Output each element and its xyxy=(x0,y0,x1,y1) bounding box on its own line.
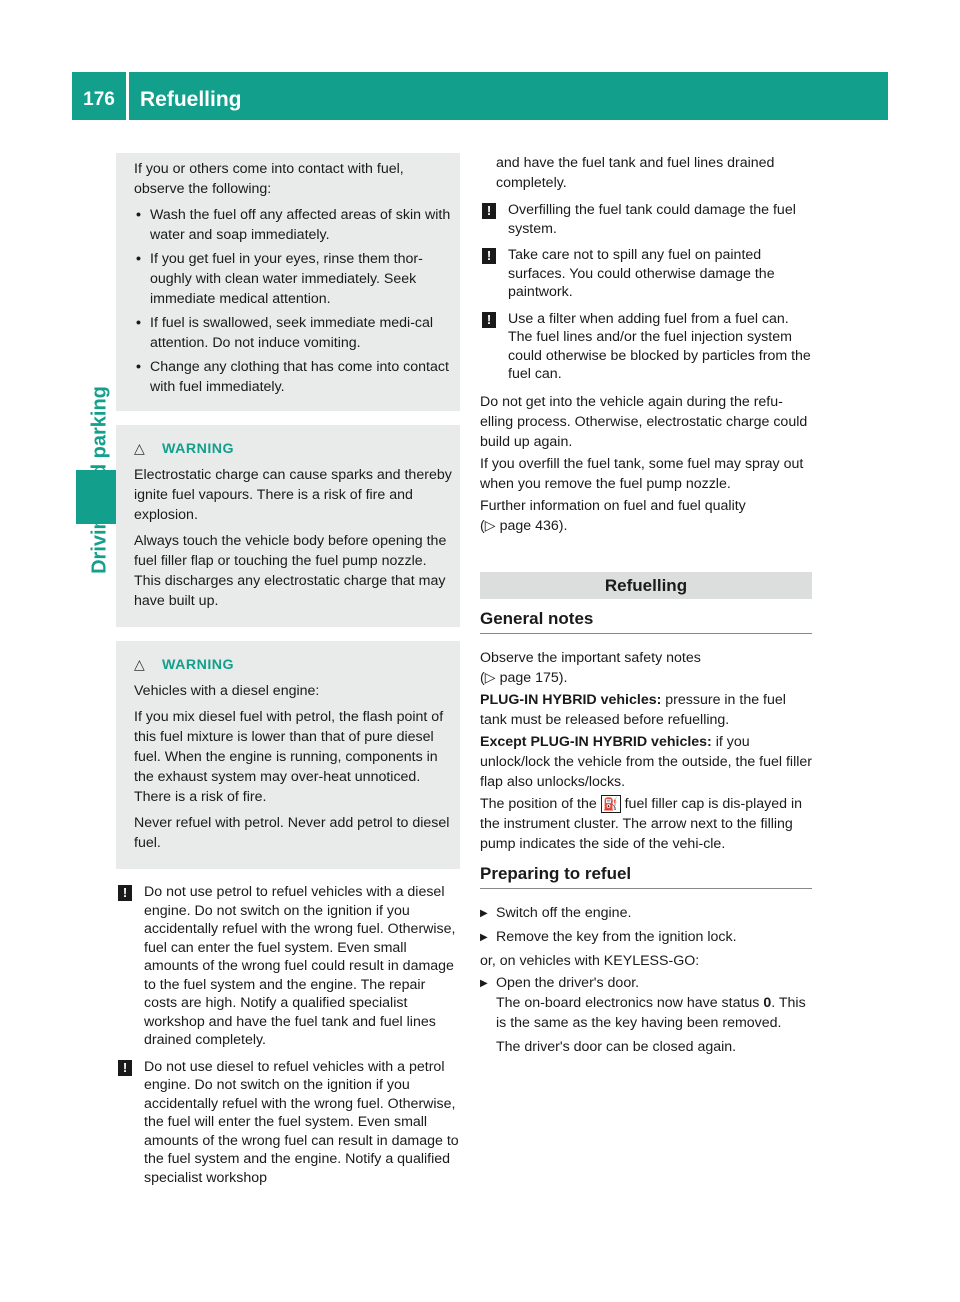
general-notes-heading: General notes xyxy=(480,609,812,634)
paragraph: The position of the ⛽ fuel filler cap is dis-played in the instrument cluster. The arrow next to the filling pump indicates the side of the vehi-cle. xyxy=(480,795,803,852)
header-divider xyxy=(126,72,129,120)
page-number: 176 xyxy=(83,89,115,110)
paragraph: or, on vehicles with KEYLESS-GO: xyxy=(480,952,700,969)
fuel-pump-icon: ⛽ xyxy=(601,795,621,813)
notice-petrol-in-diesel: ! Do not use petrol to refuel vehicles with a diesel engine. Do not switch on the ignition if you accidentally refuel with the wrong fuel. Otherwise, fuel can enter the fuel system. Even small amounts of the wrong fuel could result in damage to the fuel system and the engine. The repair costs are high. Notify a qualified specialist workshop and have the fuel tank and fuel lines drained completely. xyxy=(116,883,460,1050)
paragraph: Do not get into the vehicle again during the refu-elling process. Otherwise, electrostatic charge could build up again. xyxy=(480,393,808,450)
warning-heading: △ WARNING xyxy=(134,657,235,673)
exclamation-icon: ! xyxy=(482,312,496,328)
list-item: • Wash the fuel off any affected areas of skin with water and soap immediately. xyxy=(134,205,452,245)
paragraph: Further information on fuel and fuel quality (▷ page 436). xyxy=(480,497,746,534)
warning-triangle-icon: △ xyxy=(134,441,146,457)
notice-paintwork: ! Take care not to spill any fuel on painted surfaces. You could otherwise damage the paintwork. xyxy=(480,246,812,302)
warning-text: Always touch the vehicle body before opening the fuel filler flap or touching the fuel pump nozzle. This discharges any electrostatic charge that may have built up. xyxy=(134,533,447,609)
right-column xyxy=(480,153,812,1061)
notice-filter: ! Use a filter when adding fuel from a fuel can. The fuel lines and/or the fuel injection system could otherwise be blocked by particles from the fuel can. xyxy=(480,310,812,384)
warning-text: Never refuel with petrol. Never add petrol to diesel fuel. xyxy=(134,815,450,851)
warning-triangle-icon: △ xyxy=(134,657,146,673)
paragraph: PLUG-IN HYBRID vehicles: pressure in the fuel tank must be released before refuelling. xyxy=(480,691,786,728)
side-tab-marker xyxy=(76,470,120,524)
warning-box-diesel xyxy=(116,641,460,869)
section-heading: Refuelling xyxy=(480,572,812,599)
exclamation-icon: ! xyxy=(482,203,496,219)
left-column xyxy=(116,153,460,1195)
warning-text: If you mix diesel fuel with petrol, the flash point of this fuel mixture is lower than that of pure diesel fuel. When the engine is running, components in the exhaust system may over-heat unnoticed. There is a risk of fire. xyxy=(134,709,444,805)
paragraph: If you overfill the fuel tank, some fuel may spray out when you remove the fuel pump nozzle. xyxy=(480,455,804,492)
warning-box-electrostatic xyxy=(116,425,460,627)
warning-text: Electrostatic charge can cause sparks and thereby ignite fuel vapours. There is a risk of fire and explosion. xyxy=(134,467,452,523)
warning-heading: △ WARNING xyxy=(134,441,235,457)
exclamation-icon: ! xyxy=(482,248,496,264)
preparing-heading: Preparing to refuel xyxy=(480,864,812,889)
paragraph: Observe the important safety notes (▷ page 175). xyxy=(480,649,701,686)
page-reference-link[interactable]: (▷ page 175). xyxy=(480,669,568,686)
notice-diesel-in-petrol: ! Do not use diesel to refuel vehicles with a petrol engine. Do not switch on the ignition if you accidentally refuel with the wrong fuel. Otherwise, the fuel will enter the fuel system. Even small amounts of the wrong fuel can result in damage to the fuel system and the engine. Notify a qualified specialist workshop xyxy=(116,1058,460,1188)
step-item: ▶ Switch off the engine. xyxy=(480,903,812,923)
step-item: ▶ Open the driver's door. The on-board electronics now have status 0. This is the same as the key having been removed. The driver's door can be closed again. xyxy=(480,973,812,1057)
list-item: • If you get fuel in your eyes, rinse them thor-oughly with clean water immediately. Seek immediate medical attention. xyxy=(134,249,452,309)
box-intro: If you or others come into contact with fuel, observe the following: xyxy=(134,161,404,197)
list-item: • Change any clothing that has come into contact with fuel immediately. xyxy=(134,357,452,397)
page-reference-link[interactable]: (▷ page 436). xyxy=(480,517,568,534)
exclamation-icon: ! xyxy=(118,1060,132,1076)
notice-overfilling: ! Overfilling the fuel tank could damage the fuel system. xyxy=(480,201,812,238)
exclamation-icon: ! xyxy=(118,885,132,901)
list-item: • If fuel is swallowed, seek immediate medi-cal attention. Do not induce vomiting. xyxy=(134,313,452,353)
step-item: ▶ Remove the key from the ignition lock. xyxy=(480,927,812,947)
warning-text: Vehicles with a diesel engine: xyxy=(134,683,320,699)
page-title: Refuelling xyxy=(140,88,242,111)
notice-continuation: and have the fuel tank and fuel lines drained completely. xyxy=(496,155,775,191)
fuel-contact-box xyxy=(116,153,460,411)
paragraph: Except PLUG-IN HYBRID vehicles: if you unlock/lock the vehicle from the outside, the fuel filler flap also unlocks/locks. xyxy=(480,733,812,790)
